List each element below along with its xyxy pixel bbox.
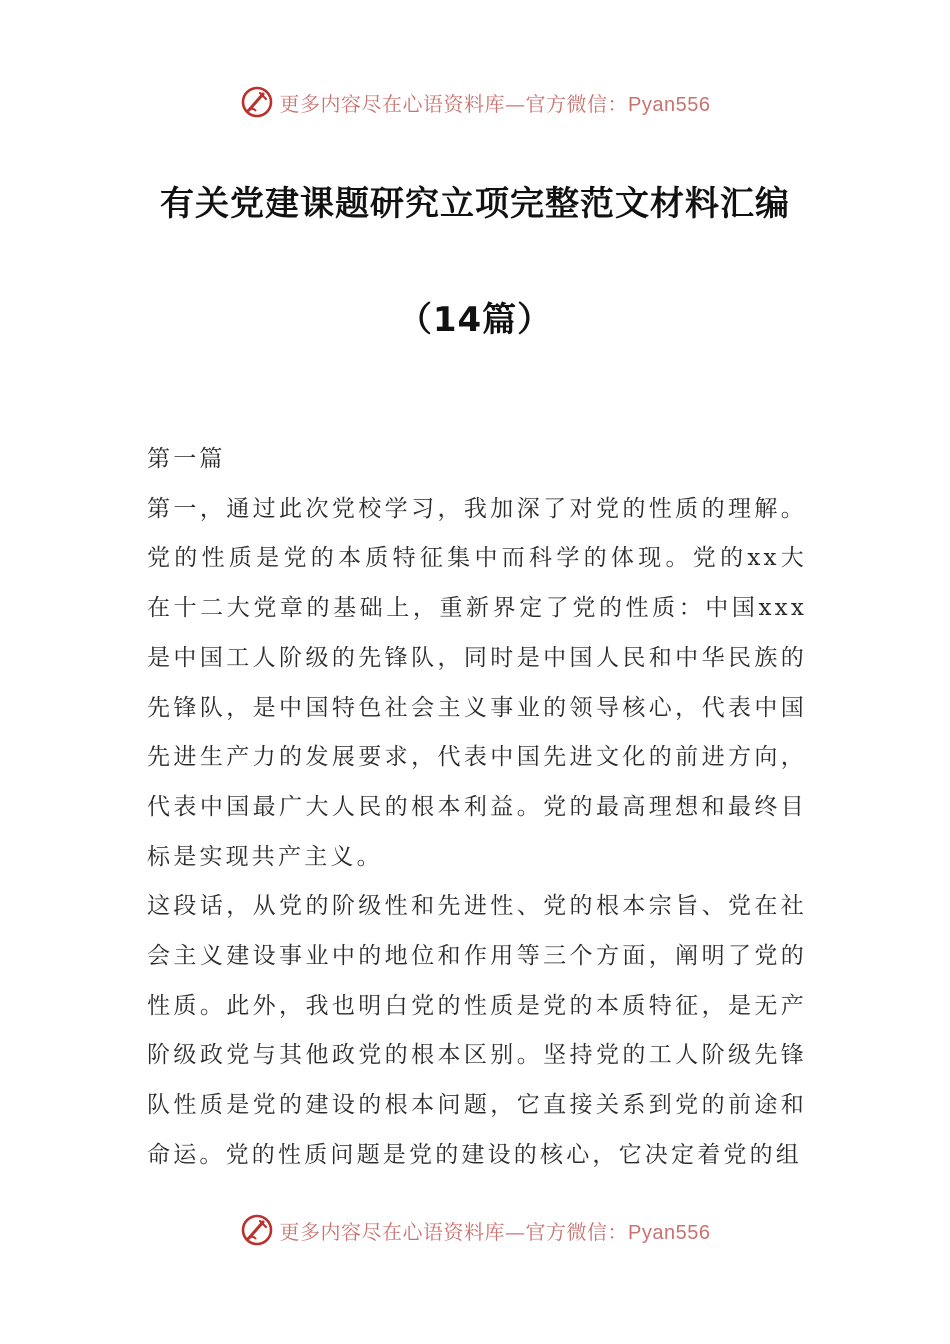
paragraph-1: 第一，通过此次党校学习，我加深了对党的性质的理解。党的性质是党的本质特征集中而科学的体现。党的xx大在十二大党章的基础上，重新界定了党的性质：中国xxx是中国工人阶级的先锋队，同时是中国人民和中华民族的先锋队，是中国特色社会主义事业的领导核心，代表中国先进生产力的发展要求，代表中国先进文化的前进方向，代表中国最广大人民的根本利益。党的最高理想和最终目标是实现共产主义。	[147, 495, 807, 870]
watermark-text: 更多内容尽在心语资料库—官方微信：Pyan556	[279, 91, 711, 116]
paragraph-2: 这段话，从党的阶级性和先进性、党的根本宗旨、党在社会主义建设事业中的地位和作用等三个方面，阐明了党的性质。此外，我也明白党的性质是党的本质特征，是无产阶级政党与其他政党的根本区别。坚持党的工人阶级先锋队性质是党的建设的根本问题，它直接关系到党的前途和命运。党的性质问题是党的建设的核心，它决定着党的组	[147, 893, 807, 1168]
pen-logo-icon	[240, 1213, 274, 1247]
document-subtitle: （14篇）	[397, 300, 553, 340]
section-heading: 第一篇	[147, 446, 226, 472]
footer-watermark	[0, 1210, 950, 1250]
document-body	[147, 435, 807, 1181]
document-title: 有关党建课题研究立项完整范文材料汇编	[160, 184, 790, 224]
pen-logo-icon	[240, 85, 274, 119]
header-watermark	[0, 82, 950, 122]
watermark-text: 更多内容尽在心语资料库—官方微信：Pyan556	[279, 1219, 711, 1244]
